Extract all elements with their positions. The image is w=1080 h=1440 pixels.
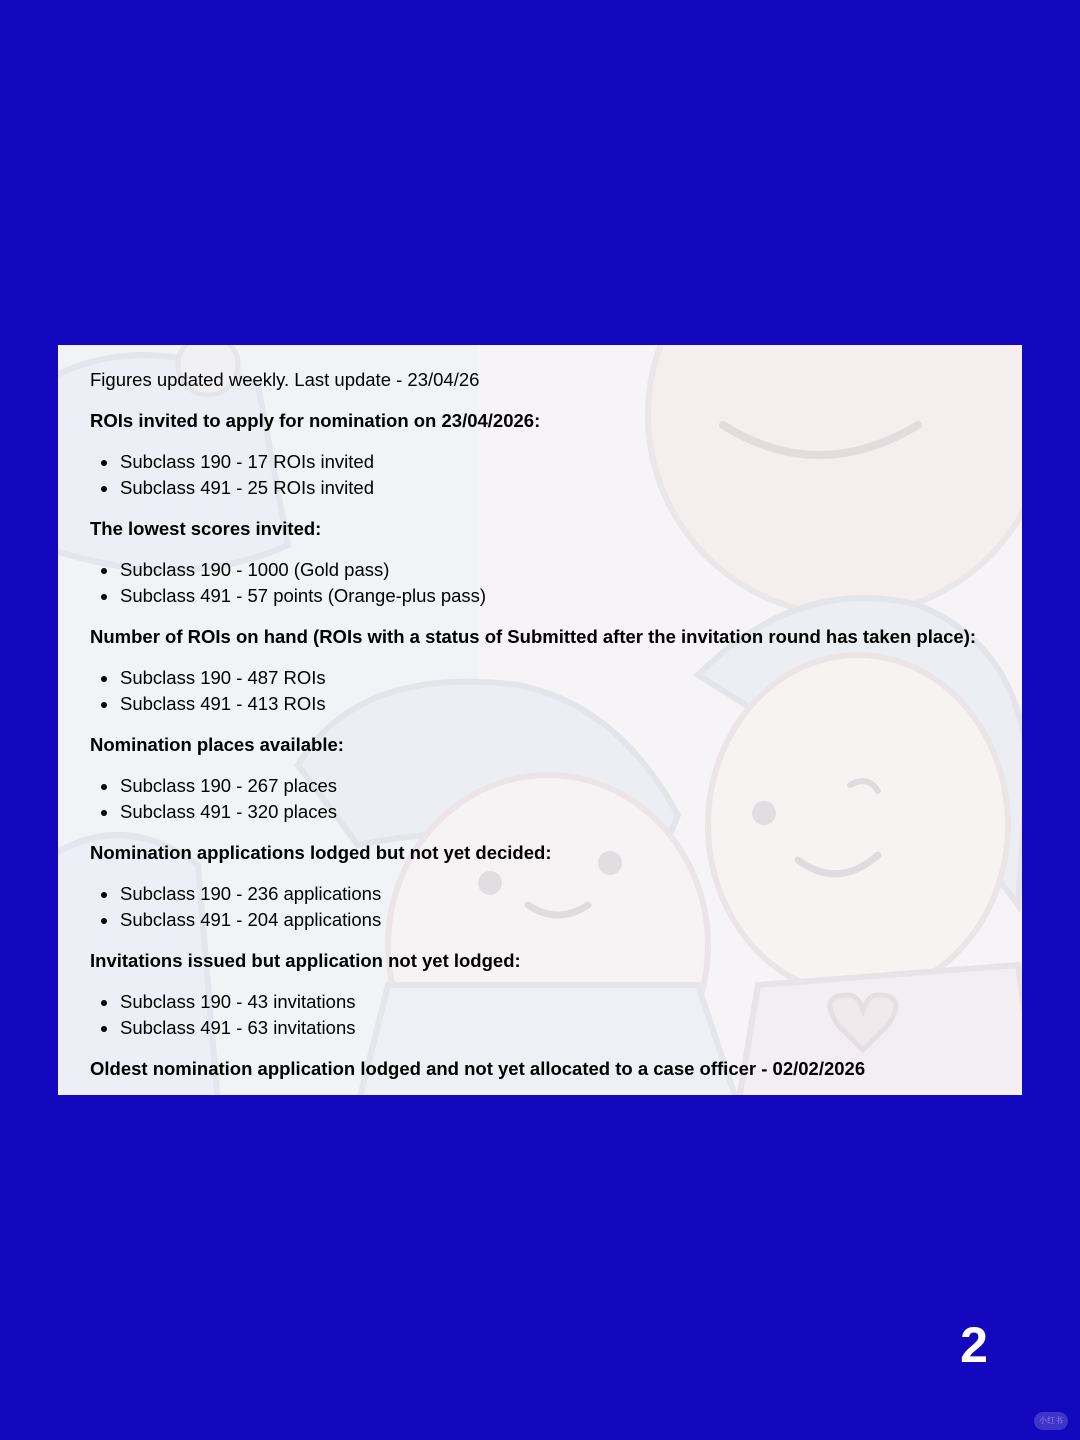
list-item: Subclass 190 - 43 invitations: [90, 989, 1010, 1015]
section-lowest-scores: [90, 516, 1010, 609]
section-heading: Number of ROIs on hand (ROIs with a status of Submitted after the invitation round has taken place):: [90, 626, 977, 647]
section-heading: ROIs invited to apply for nomination on 23/04/2026:: [90, 410, 541, 431]
oldest-application-line: Oldest nomination application lodged and not yet allocated to a case officer - 02/02/2026: [90, 1058, 866, 1079]
bullet-list: [90, 881, 1010, 933]
bullet-list: [90, 557, 1010, 609]
list-item: Subclass 491 - 320 places: [90, 799, 1010, 825]
section-heading: The lowest scores invited:: [90, 518, 322, 539]
bullet-list: [90, 665, 1010, 717]
list-item: Subclass 190 - 1000 (Gold pass): [90, 557, 1010, 583]
section-places-available: [90, 732, 1010, 825]
section-rois-on-hand: [90, 624, 1010, 717]
section-applications-lodged: [90, 840, 1010, 933]
section-heading: Invitations issued but application not yet lodged:: [90, 950, 521, 971]
list-item: Subclass 491 - 204 applications: [90, 907, 1010, 933]
list-item: Subclass 190 - 487 ROIs: [90, 665, 1010, 691]
bullet-icon: [101, 594, 107, 600]
section-heading: Nomination places available:: [90, 734, 344, 755]
list-item: Subclass 190 - 17 ROIs invited: [90, 449, 1010, 475]
list-item: Subclass 491 - 25 ROIs invited: [90, 475, 1010, 501]
bullet-icon: [101, 1000, 107, 1006]
bullet-icon: [101, 568, 107, 574]
list-item: Subclass 491 - 413 ROIs: [90, 691, 1010, 717]
bullet-list: [90, 449, 1010, 501]
bullet-icon: [101, 486, 107, 492]
bullet-icon: [101, 702, 107, 708]
bullet-list: [90, 773, 1010, 825]
section-heading: Nomination applications lodged but not yet decided:: [90, 842, 552, 863]
watermark-logo: 小红书: [1034, 1412, 1068, 1430]
bullet-icon: [101, 676, 107, 682]
bullet-icon: [101, 460, 107, 466]
list-item: Subclass 190 - 267 places: [90, 773, 1010, 799]
section-invitations-not-lodged: [90, 948, 1010, 1041]
list-item: Subclass 491 - 63 invitations: [90, 1015, 1010, 1041]
bullet-icon: [101, 784, 107, 790]
update-line: Figures updated weekly. Last update - 23/04/26: [90, 369, 480, 390]
list-item: Subclass 491 - 57 points (Orange-plus pass): [90, 583, 1010, 609]
bullet-list: [90, 989, 1010, 1041]
page-number: 2: [960, 1317, 988, 1373]
section-rois-invited: [90, 408, 1010, 501]
document-card: [58, 345, 1022, 1095]
bullet-icon: [101, 810, 107, 816]
document-content: [90, 367, 1010, 1082]
list-item: Subclass 190 - 236 applications: [90, 881, 1010, 907]
bullet-icon: [101, 892, 107, 898]
bullet-icon: [101, 1026, 107, 1032]
bullet-icon: [101, 918, 107, 924]
